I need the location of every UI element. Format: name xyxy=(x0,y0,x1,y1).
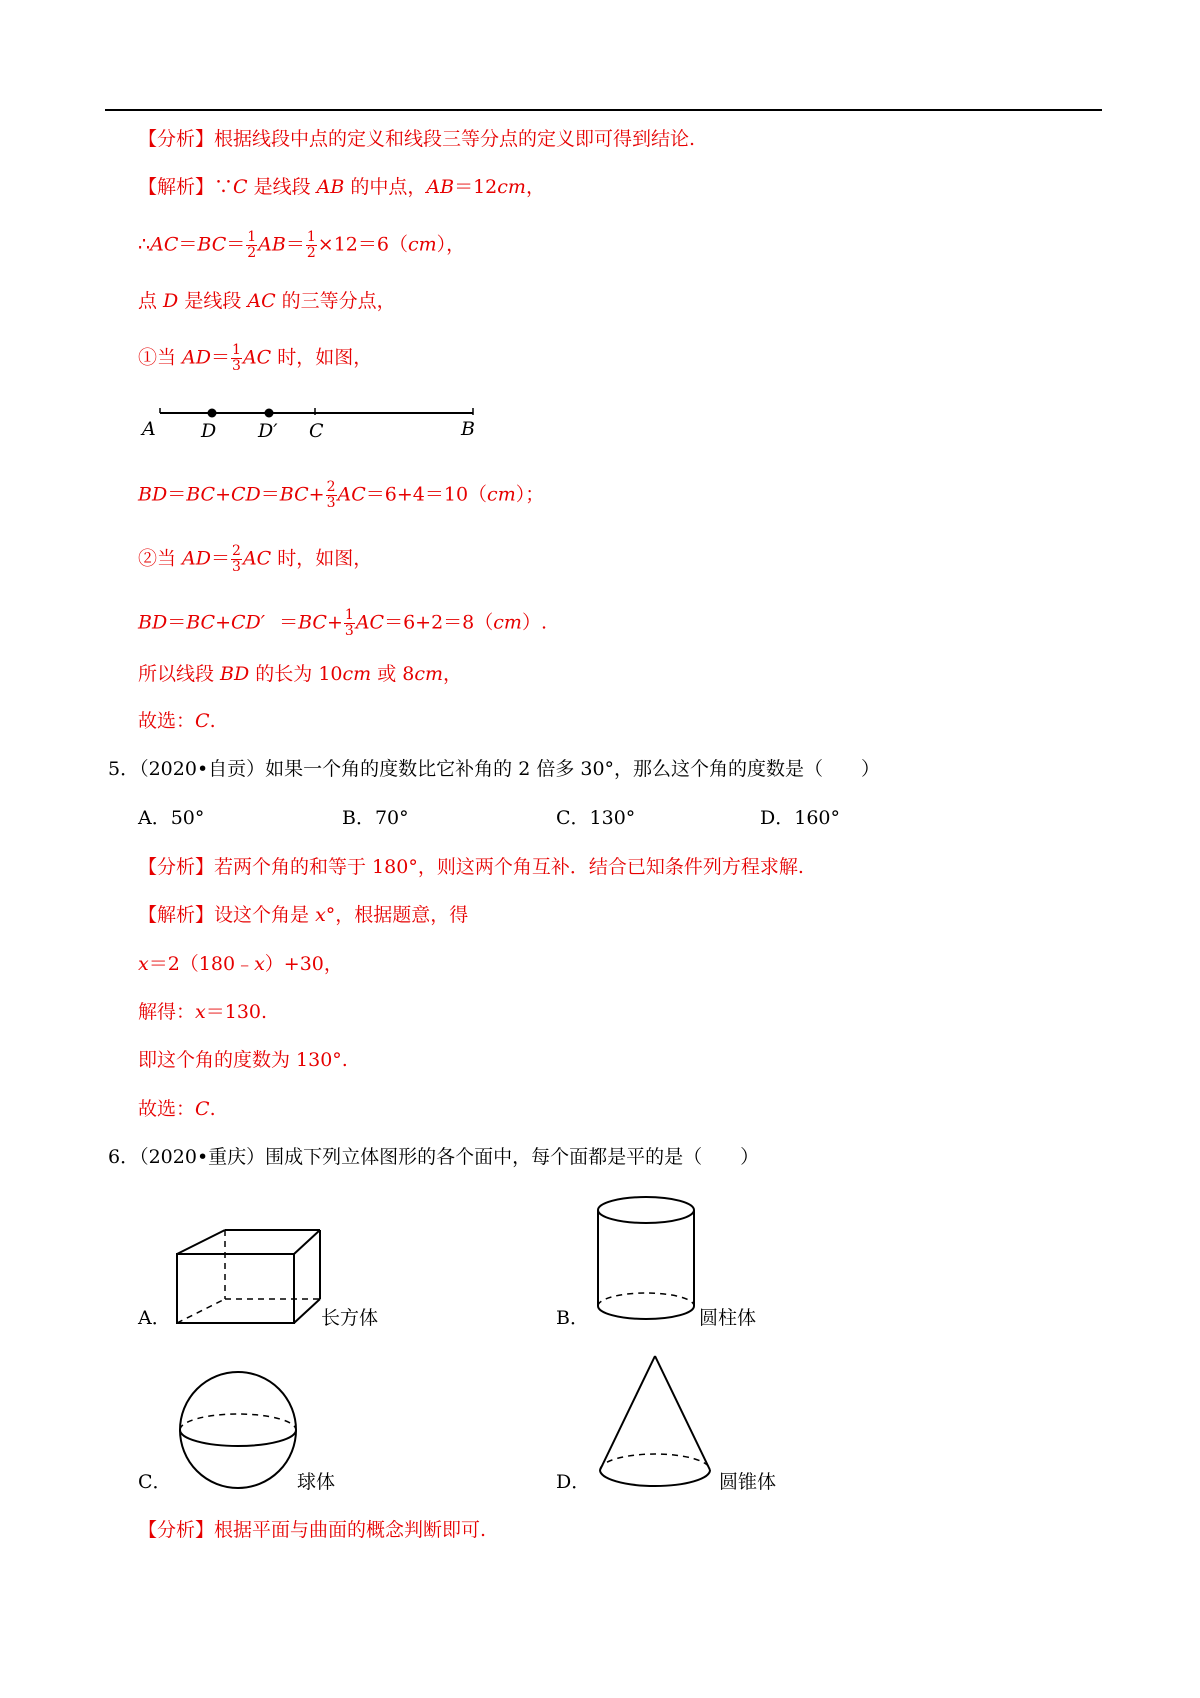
var-ac: AC xyxy=(242,547,272,570)
sphere-figure xyxy=(177,1369,299,1491)
equals: ＝ xyxy=(211,547,231,570)
q4-line2 xyxy=(138,230,465,261)
text: 设这个角是 xyxy=(214,904,316,926)
q5-solution xyxy=(138,903,468,927)
denominator: 3 xyxy=(232,559,241,575)
analysis-text: 根据线段中点的定义和线段三等分点的定义即可得到结论. xyxy=(214,128,696,150)
text: ， xyxy=(443,663,463,685)
numerator: 1 xyxy=(306,229,316,245)
plus: + xyxy=(308,483,325,506)
text: 是线段 xyxy=(178,290,248,312)
unit-cm: cm xyxy=(497,176,526,198)
var-bd: BD xyxy=(220,663,250,685)
label-b: B xyxy=(461,418,475,440)
q4-bd-case1 xyxy=(138,480,544,511)
plus: + xyxy=(215,483,231,506)
var-ad: AD xyxy=(182,547,212,570)
var-bd: BD xyxy=(138,483,168,506)
answer-letter: C xyxy=(195,710,210,732)
var-ab: AB xyxy=(316,176,345,198)
text: 或 8 xyxy=(371,663,415,685)
analysis-text: 根据平面与曲面的概念判断即可. xyxy=(214,1519,487,1541)
text: ＝6+2＝8（ xyxy=(384,611,494,634)
var-cd: CD xyxy=(231,483,261,506)
equals: ＝ xyxy=(279,611,299,634)
var-x: x xyxy=(315,904,326,926)
numerator: 1 xyxy=(344,607,354,623)
text: 所以线段 xyxy=(138,663,221,685)
denominator: 3 xyxy=(232,358,241,374)
text: 故选： xyxy=(138,710,196,732)
q6-option-d-letter: D． xyxy=(556,1471,591,1493)
label-a: A xyxy=(142,418,156,440)
q4-choice xyxy=(138,709,216,733)
text: 故选： xyxy=(138,1098,196,1120)
var-bc: BC xyxy=(279,483,309,506)
var-ab: AB xyxy=(258,233,286,256)
unit-cm: cm xyxy=(487,483,516,506)
text: ×12＝6（ xyxy=(317,233,408,256)
text: ）， xyxy=(436,233,466,256)
q6-option-a-name: 长方体 xyxy=(321,1307,379,1329)
q4-bd-case2 xyxy=(138,608,547,639)
var-bc: BC xyxy=(298,611,327,634)
unit-cm: cm xyxy=(342,663,372,685)
cone-figure xyxy=(596,1354,714,1490)
text: ＝12 xyxy=(454,176,498,198)
var-bd: BD xyxy=(138,611,168,634)
point-d xyxy=(208,409,217,418)
q6-analysis xyxy=(138,1518,486,1542)
text: 的三等分点， xyxy=(275,290,396,312)
q5-option-d: D．160° xyxy=(760,807,840,829)
header-rule xyxy=(105,109,1102,111)
q5-option-c: C．130° xyxy=(556,807,636,829)
because-symbol: ∵ xyxy=(214,176,234,198)
text: ， xyxy=(525,176,545,198)
unit-cm: cm xyxy=(407,233,437,256)
text: °，根据题意，得 xyxy=(325,904,469,926)
var-cd-prime: CD′ xyxy=(231,611,266,634)
denominator: 3 xyxy=(326,495,336,511)
q5-option-b: B．70° xyxy=(342,807,409,829)
var-ad: AD xyxy=(182,346,212,369)
text: ）； xyxy=(515,483,545,506)
label-c: C xyxy=(309,420,324,442)
answer-letter: C xyxy=(195,1098,210,1120)
unit-cm: cm xyxy=(414,663,444,685)
unit-cm: cm xyxy=(493,611,522,634)
numerator: 2 xyxy=(326,479,336,495)
text: 时，如图， xyxy=(271,346,373,369)
text: ①当 xyxy=(138,346,183,369)
text: 是线段 xyxy=(247,176,317,198)
q6-stem: 6．（2020•重庆）围成下列立体图形的各个面中，每个面都是平的是（ ） xyxy=(108,1146,760,1168)
analysis-text: 若两个角的和等于 180°，则这两个角互补．结合已知条件列方程求解. xyxy=(214,856,804,878)
plus: + xyxy=(326,611,343,634)
var-ac: AC xyxy=(150,233,179,256)
label-d: D xyxy=(201,420,217,442)
analysis-tag: 【分析】 xyxy=(138,856,215,878)
solution-tag: 【解析】 xyxy=(138,176,215,198)
text: ＝2（180﹣ xyxy=(148,953,255,975)
var-x: x xyxy=(254,953,265,975)
text: ②当 xyxy=(138,547,183,570)
q5-solve xyxy=(138,1000,267,1024)
text: . xyxy=(209,1098,216,1120)
equals: ＝ xyxy=(226,233,246,256)
q4-conclusion xyxy=(138,662,462,686)
var-ac: AC xyxy=(355,611,385,634)
q6-option-d-name: 圆锥体 xyxy=(719,1471,777,1493)
text: 时，如图， xyxy=(271,547,373,570)
denominator: 2 xyxy=(247,245,257,261)
q4-line3 xyxy=(138,289,396,313)
cuboid-figure xyxy=(175,1228,323,1326)
text: ＝6+4＝10（ xyxy=(365,483,488,506)
equals: ＝ xyxy=(211,346,231,369)
q4-case2 xyxy=(138,544,372,575)
denominator: 3 xyxy=(344,623,354,639)
var-c: C xyxy=(233,176,248,198)
var-ac: AC xyxy=(337,483,366,506)
fraction-one-half xyxy=(306,230,317,261)
q6-option-a-letter: A． xyxy=(138,1307,171,1329)
q4-analysis xyxy=(138,127,695,151)
text: ＝130. xyxy=(205,1001,268,1023)
equals: ＝ xyxy=(178,233,198,256)
analysis-tag: 【分析】 xyxy=(138,128,215,150)
plus: + xyxy=(215,611,231,634)
fraction-one-third xyxy=(344,608,355,639)
label-d-prime: D′ xyxy=(258,420,278,442)
text: . xyxy=(209,710,216,732)
equals: ＝ xyxy=(260,483,280,506)
text: 点 xyxy=(138,290,164,312)
q5-analysis xyxy=(138,855,804,879)
fraction-one-half xyxy=(246,230,257,261)
q5-choice xyxy=(138,1097,216,1121)
fraction-one-third xyxy=(231,343,242,374)
q5-result: 即这个角的度数为 130°. xyxy=(138,1049,348,1071)
text: ）+30， xyxy=(264,953,343,975)
q5-stem: 5．（2020•自贡）如果一个角的度数比它补角的 2 倍多 30°，那么这个角的度数是（ ） xyxy=(108,758,881,780)
cylinder-figure xyxy=(594,1194,698,1326)
point-d-prime xyxy=(265,409,274,418)
therefore-symbol: ∴ xyxy=(138,233,151,256)
q4-case1 xyxy=(138,343,372,374)
q6-option-b-name: 圆柱体 xyxy=(699,1307,757,1329)
var-bc: BC xyxy=(197,233,227,256)
q6-option-c-name: 球体 xyxy=(297,1471,336,1493)
var-bc: BC xyxy=(186,483,216,506)
analysis-tag: 【分析】 xyxy=(138,1519,215,1541)
denominator: 2 xyxy=(306,245,316,261)
var-d: D xyxy=(163,290,179,312)
var-ac: AC xyxy=(242,346,272,369)
var-x: x xyxy=(138,953,149,975)
text: 解得： xyxy=(138,1001,196,1023)
q5-equation xyxy=(138,952,343,976)
text: 的中点， xyxy=(344,176,427,198)
text: 的长为 10 xyxy=(249,663,343,685)
q5-option-a: A．50° xyxy=(138,807,205,829)
numerator: 1 xyxy=(247,229,257,245)
q4-solution-line1 xyxy=(138,175,545,199)
equals: ＝ xyxy=(167,483,187,506)
var-ac: AC xyxy=(247,290,276,312)
fraction-two-thirds xyxy=(231,544,242,575)
var-ab: AB xyxy=(426,176,455,198)
solution-tag: 【解析】 xyxy=(138,904,215,926)
q6-option-c-letter: C． xyxy=(138,1471,172,1493)
q6-option-b-letter: B． xyxy=(556,1307,589,1329)
var-x: x xyxy=(195,1001,206,1023)
var-bc: BC xyxy=(186,611,216,634)
text: ）. xyxy=(521,611,547,634)
equals: ＝ xyxy=(167,611,187,634)
numerator: 1 xyxy=(232,342,241,358)
fraction-two-thirds xyxy=(326,480,337,511)
equals: ＝ xyxy=(285,233,305,256)
numerator: 2 xyxy=(232,543,241,559)
